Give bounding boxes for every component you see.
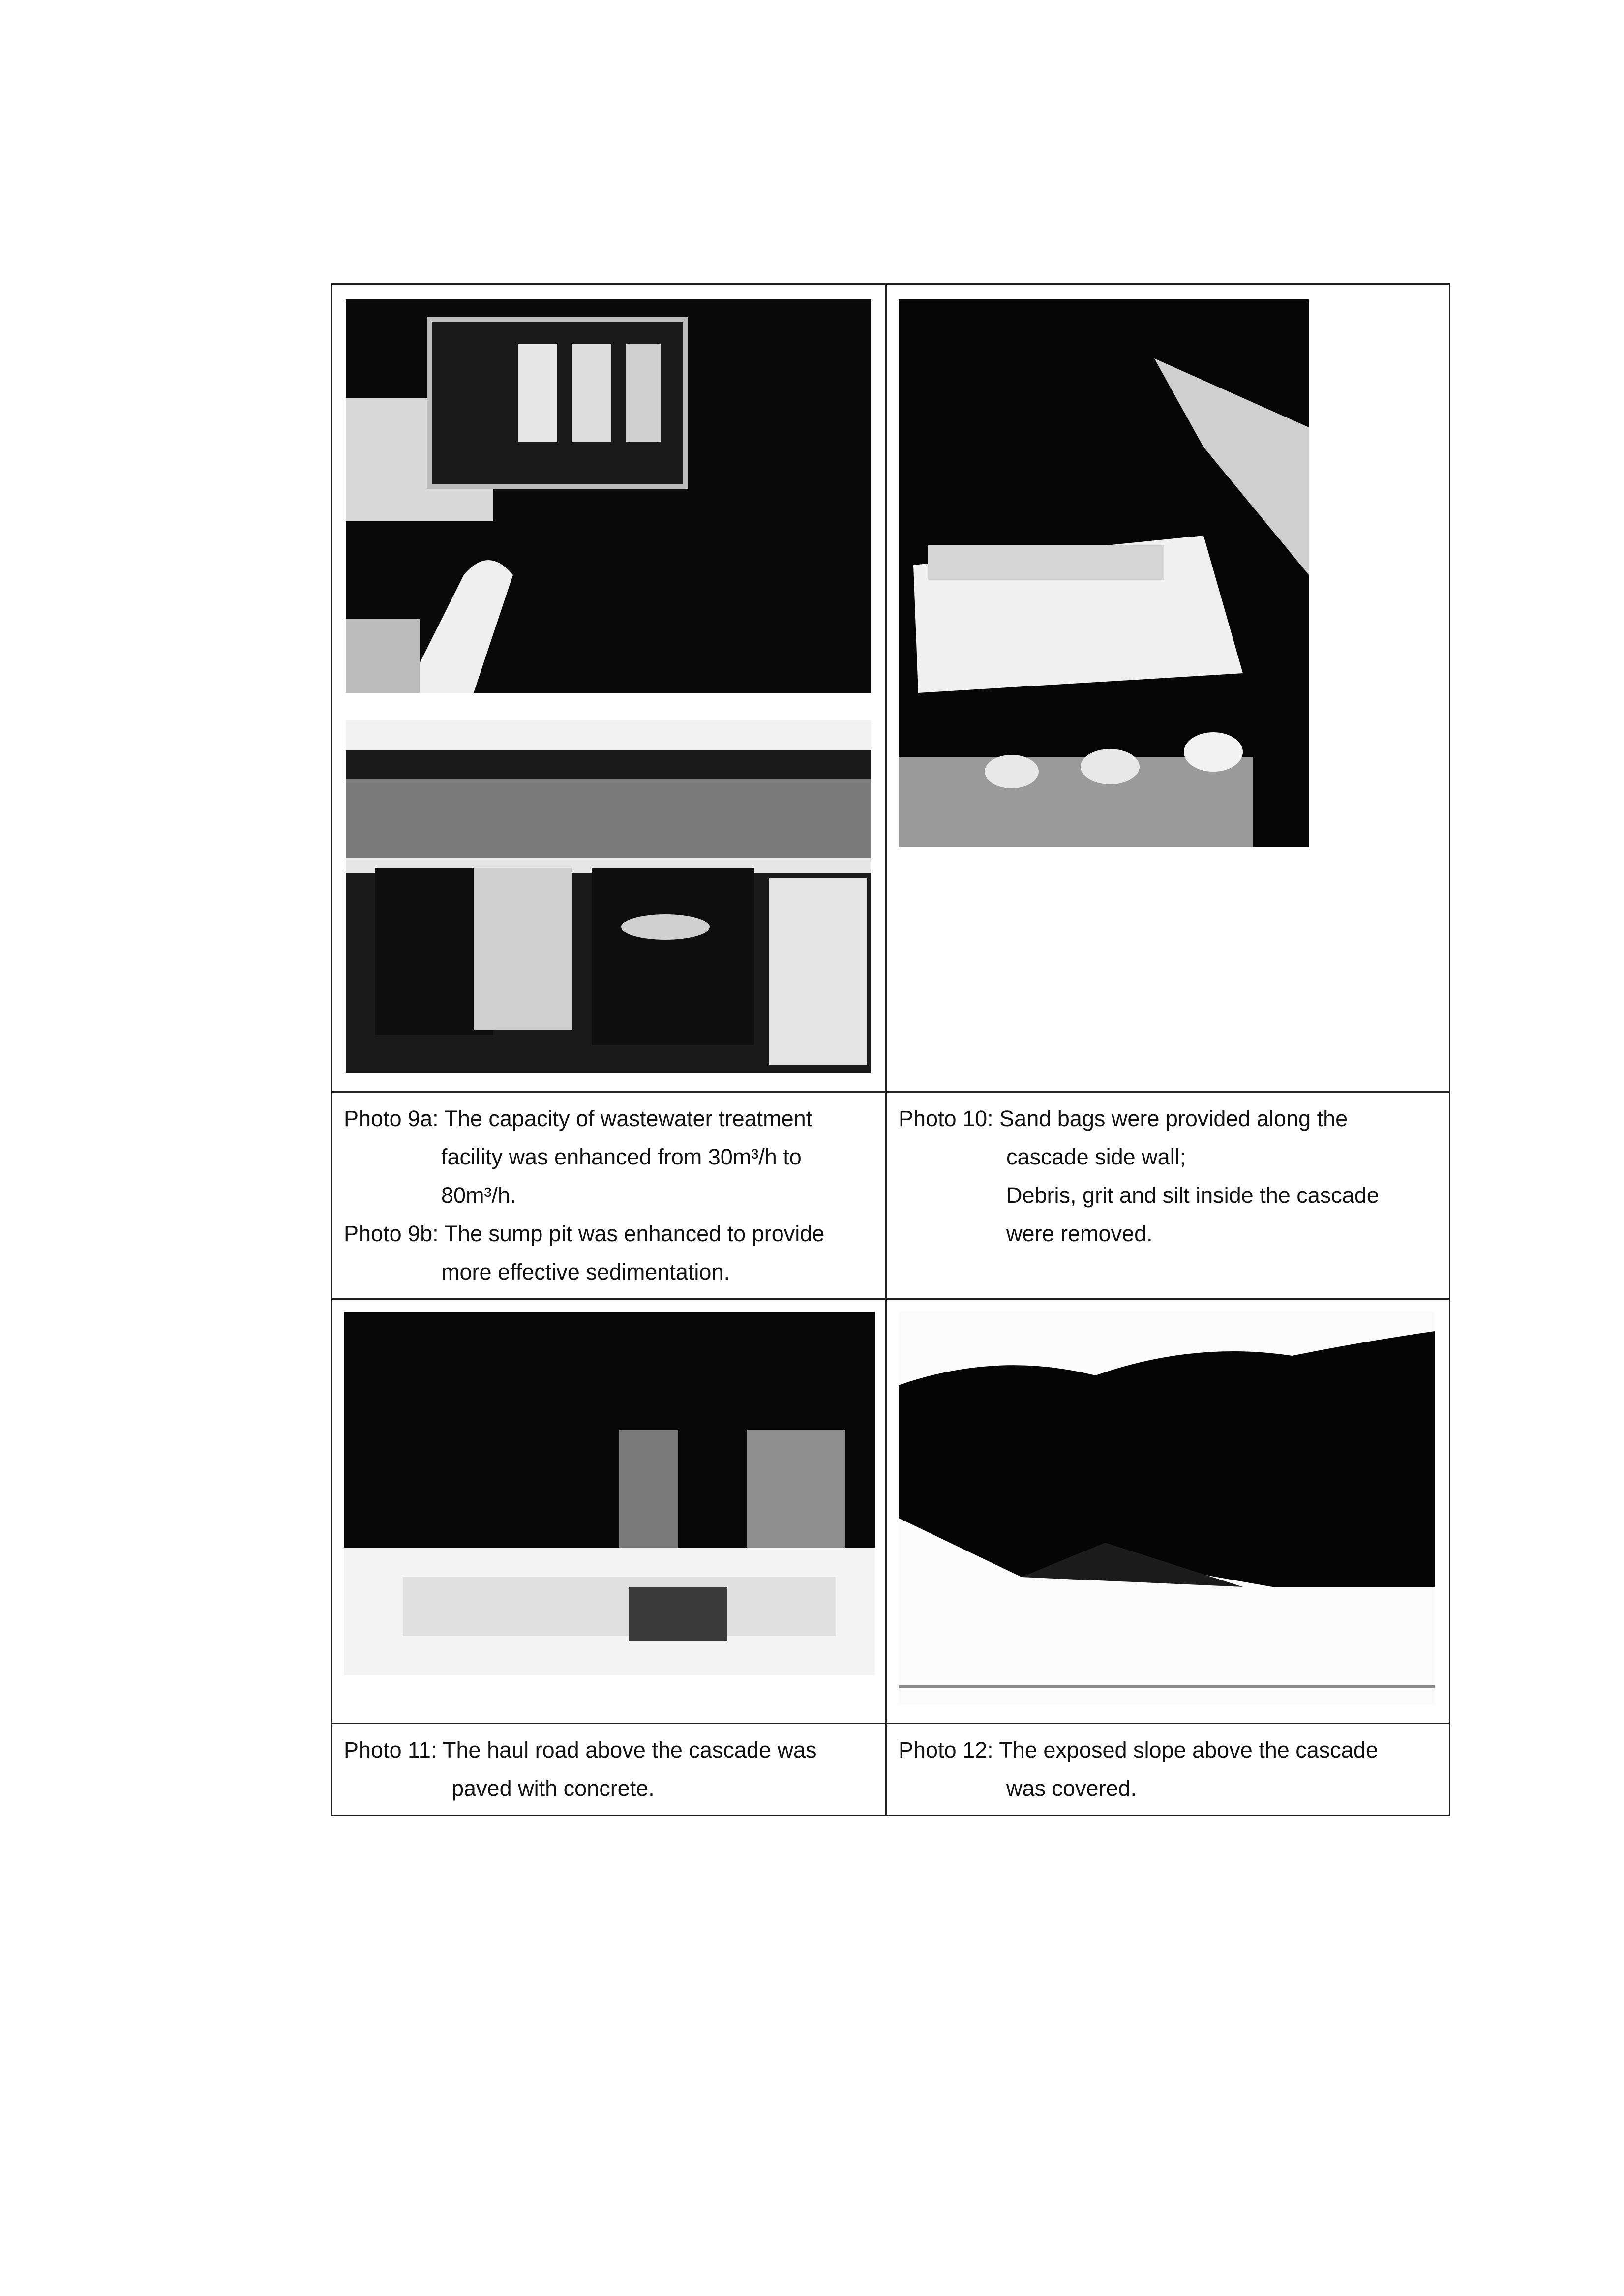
photo-10-image	[899, 299, 1309, 847]
photo-cell-11	[331, 1299, 886, 1724]
photo-9b-image	[346, 720, 871, 1073]
caption-11-label: Photo 11	[344, 1737, 431, 1762]
caption-10-line-2: cascade side wall;	[1006, 1144, 1186, 1169]
caption-11-line-2: paved with concrete.	[451, 1776, 655, 1801]
caption-10-line-1: : Sand bags were provided along the	[987, 1106, 1348, 1131]
caption-10-line-3: Debris, grit and silt inside the cascade	[1006, 1183, 1379, 1208]
caption-10-label: Photo 10	[899, 1106, 988, 1131]
caption-11	[344, 1731, 873, 1769]
caption-cell-10	[886, 1092, 1450, 1299]
caption-9a	[344, 1100, 873, 1138]
caption-12-line-2: was covered.	[1006, 1776, 1137, 1801]
caption-9b-line-2: more effective sedimentation.	[441, 1259, 730, 1284]
caption-11-line-1: : The haul road above the cascade was	[430, 1737, 817, 1762]
photo-row-2	[331, 1299, 1450, 1724]
caption-9a-line-3: 80m³/h.	[441, 1183, 516, 1208]
caption-9b-line-1: : The sump pit was enhanced to provide	[432, 1221, 825, 1246]
caption-cell-12	[886, 1724, 1450, 1816]
caption-9b-label: Photo 9b	[344, 1221, 433, 1246]
caption-12	[899, 1731, 1437, 1769]
photo-cell-9	[331, 284, 886, 1092]
photo-cell-10	[886, 284, 1450, 1092]
photo-cell-12	[886, 1299, 1450, 1724]
caption-10-line-4: were removed.	[1006, 1221, 1153, 1246]
photo-9a-image	[346, 299, 871, 693]
caption-cell-11	[331, 1724, 886, 1816]
caption-9b	[344, 1215, 873, 1253]
caption-12-line-1: : The exposed slope above the cascade	[987, 1737, 1378, 1762]
caption-9a-label: Photo 9a	[344, 1106, 433, 1131]
photo-record-table	[331, 283, 1450, 1816]
caption-9a-line-2: facility was enhanced from 30m³/h to	[441, 1144, 802, 1169]
caption-cell-9	[331, 1092, 886, 1299]
caption-10	[899, 1100, 1437, 1138]
caption-12-label: Photo 12	[899, 1737, 988, 1762]
photo-12-image	[899, 1312, 1435, 1705]
caption-9a-line-1: : The capacity of wastewater treatment	[432, 1106, 812, 1131]
caption-row-2	[331, 1724, 1450, 1816]
caption-row-1	[331, 1092, 1450, 1299]
photo-row-1	[331, 284, 1450, 1092]
photo-11-image	[344, 1312, 875, 1675]
